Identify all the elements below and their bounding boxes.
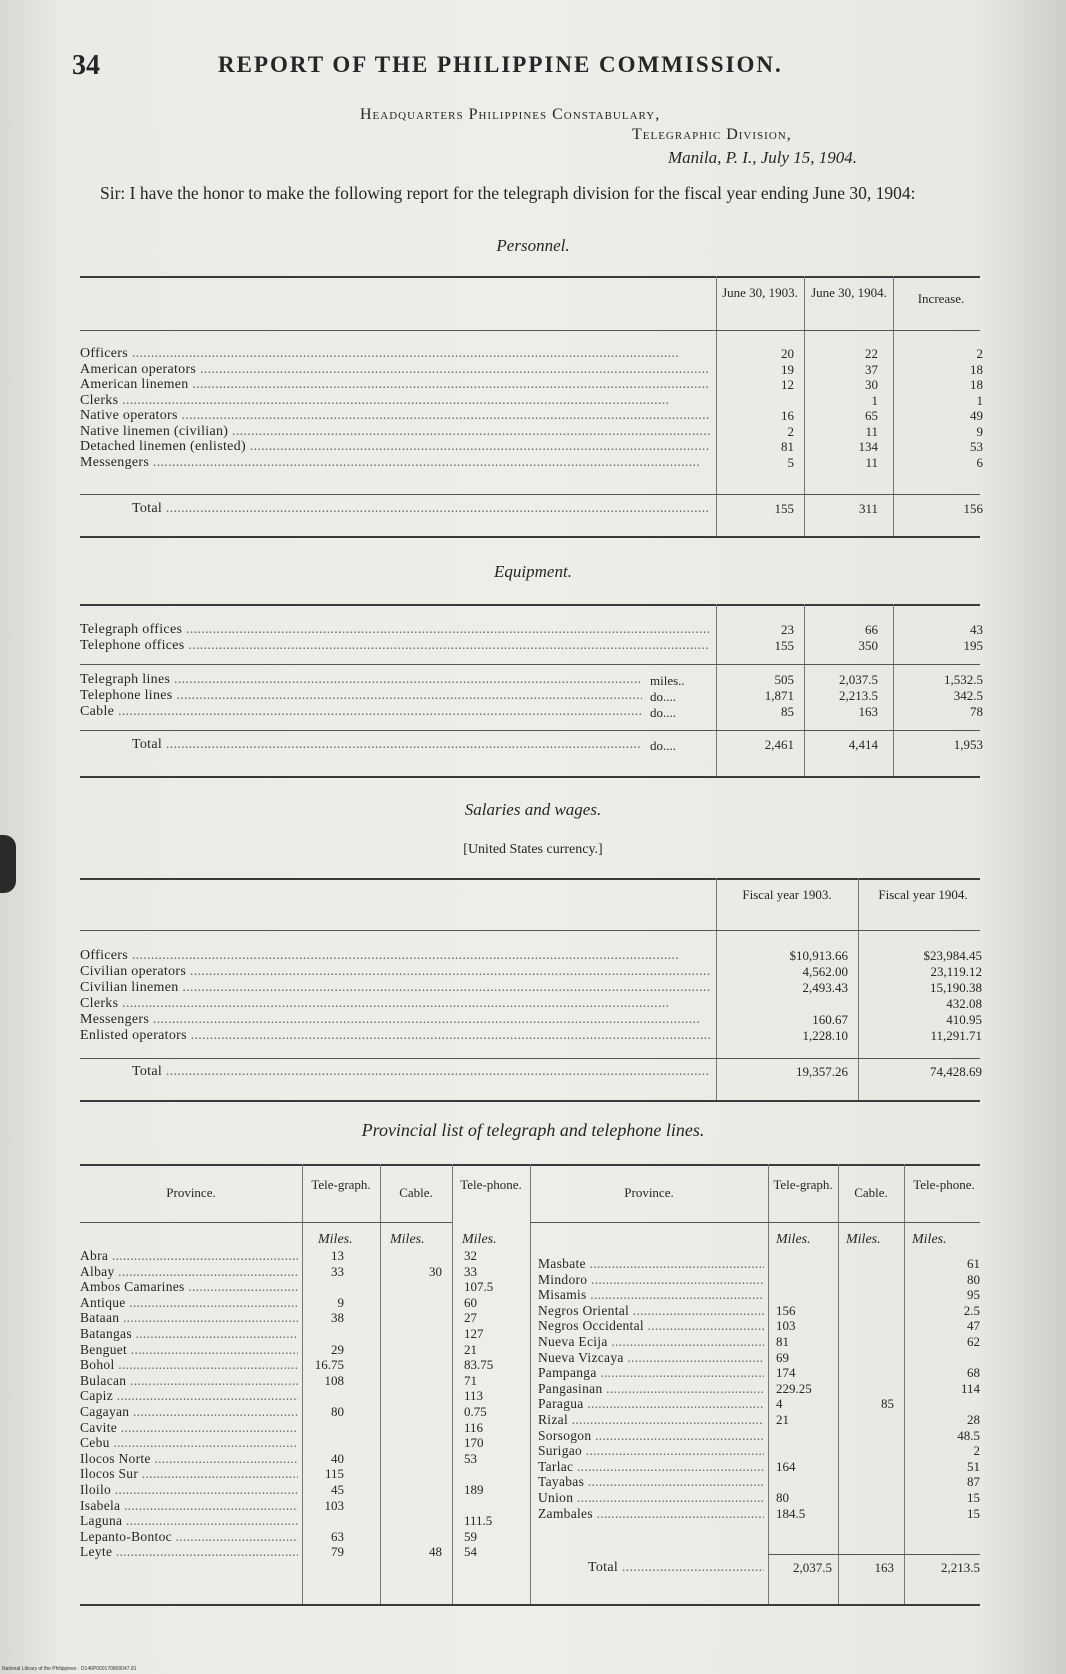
province-telephone: 59 <box>464 1528 477 1544</box>
province-name: Albay ..... <box>80 1264 298 1280</box>
province-telegraph: 38 <box>331 1310 344 1326</box>
salaries-row-1904: 11,291.71 <box>930 1028 982 1043</box>
equipment-row-a: 23 <box>781 622 794 637</box>
personnel-header-rule <box>80 330 980 331</box>
personnel-row-increase: 2 <box>976 346 983 361</box>
province-telephone: 170 <box>464 1435 484 1451</box>
scan-source-footer: National Library of the Philippines · D146P000170800047.81 <box>2 1666 137 1672</box>
salaries-header-rule <box>80 930 980 931</box>
page-number: 34 <box>72 50 100 81</box>
provincial-unit-miles: Miles. <box>462 1232 497 1247</box>
provincial-unit-miles: Miles. <box>318 1232 353 1247</box>
salaries-row-1904: 410.95 <box>946 1012 982 1027</box>
provincial-title: Provincial list of telegraph and telephone lines. <box>361 1120 705 1140</box>
salaries-row-label: Civilian linemen ..... <box>80 980 710 996</box>
provincial-total-cable: 163 <box>874 1560 894 1575</box>
province-name: Batangas ..... <box>80 1326 298 1342</box>
province-telephone: 32 <box>464 1248 477 1263</box>
province-telegraph: 184.5 <box>776 1505 806 1521</box>
personnel-bottom-rule <box>80 536 980 538</box>
equipment-row-label: Telephone lines ..... <box>80 688 642 704</box>
personnel-row-1903: 5 <box>787 454 794 470</box>
province-name: Sorsogon ..... <box>538 1428 764 1444</box>
salaries-row-1903: 1,228.10 <box>802 1028 848 1043</box>
salaries-row-1903: 4,562.00 <box>802 964 848 979</box>
provincial-header-province: Province. <box>624 1185 674 1200</box>
personnel-header-increase: Increase. <box>917 291 965 306</box>
equipment-row-b: 350 <box>858 638 878 653</box>
equipment-total-b: 4,414 <box>848 737 878 752</box>
personnel-row-label: Officers ..... <box>80 346 710 362</box>
province-telephone: 61 <box>967 1256 980 1271</box>
province-telephone: 80 <box>967 1271 980 1287</box>
salaries-row-1904: 15,190.38 <box>930 980 982 995</box>
personnel-row-1904: 65 <box>865 408 878 423</box>
provincial-header-rule <box>80 1222 452 1223</box>
province-name: Bulacan ..... <box>80 1373 298 1389</box>
salaries-row-label: Enlisted operators ..... <box>80 1028 710 1044</box>
province-name: Negros Oriental ..... <box>538 1303 764 1319</box>
intro-paragraph: Sir: I have the honor to make the following report for the telegraph division for the fiscal year ending June 30, 1904: <box>100 183 916 203</box>
provincial-unit-miles: Miles. <box>390 1232 425 1247</box>
province-telegraph: 16.75 <box>314 1357 344 1373</box>
province-telephone: 15 <box>967 1505 980 1521</box>
equipment-total-a: 2,461 <box>764 737 794 752</box>
province-name: Cebu ..... <box>80 1435 298 1451</box>
personnel-row-label: Messengers ..... <box>80 455 710 471</box>
personnel-row-increase: 18 <box>970 361 983 377</box>
equipment-row-label: Telephone offices ..... <box>80 638 710 654</box>
province-name: Surigao ..... <box>538 1443 764 1459</box>
province-name: Tayabas ..... <box>538 1474 764 1490</box>
provincial-col-divider <box>452 1164 453 1604</box>
province-name: Iloilo ..... <box>80 1482 298 1498</box>
province-name: Mindoro ..... <box>538 1272 764 1288</box>
province-cable: 48 <box>429 1544 442 1560</box>
province-name: Laguna ..... <box>80 1513 298 1529</box>
province-telephone: 15 <box>967 1490 980 1505</box>
province-name: Antique ..... <box>80 1295 298 1311</box>
province-name: Benguet ..... <box>80 1342 298 1358</box>
equipment-row-label: Cable ..... <box>80 704 642 720</box>
province-name: Ambos Camarines ..... <box>80 1279 298 1295</box>
province-name: Nueva Vizcaya ..... <box>538 1350 764 1366</box>
province-name: Bohol ..... <box>80 1357 298 1373</box>
provincial-bottom-rule <box>80 1604 980 1606</box>
province-telephone: 71 <box>464 1372 477 1388</box>
personnel-row-1904: 30 <box>865 377 878 392</box>
province-telephone: 111.5 <box>464 1513 493 1529</box>
personnel-row-label: American operators ..... <box>80 362 710 378</box>
province-cable: 85 <box>881 1396 894 1412</box>
salaries-total-label: Total ..... <box>132 1064 710 1080</box>
province-telegraph: 4 <box>776 1396 783 1412</box>
personnel-total-1903: 155 <box>774 501 794 516</box>
province-name: Zambales ..... <box>538 1506 764 1522</box>
province-telegraph: 45 <box>331 1482 344 1497</box>
equipment-row-a: 505 <box>774 672 794 687</box>
province-telegraph: 13 <box>331 1248 344 1263</box>
equipment-row-unit: do.... <box>650 705 676 720</box>
salaries-col-divider <box>858 878 859 1100</box>
province-telephone: 53 <box>464 1450 477 1466</box>
provincial-col-divider <box>380 1164 381 1604</box>
province-telegraph: 156 <box>776 1302 796 1318</box>
province-telephone: 116 <box>464 1419 484 1435</box>
province-name: Cagayan ..... <box>80 1404 298 1420</box>
salaries-row-label: Civilian operators ..... <box>80 964 710 980</box>
provincial-total-telephone: 2,213.5 <box>941 1560 980 1575</box>
salaries-bottom-rule <box>80 1100 980 1102</box>
salaries-header-1904: Fiscal year 1904. <box>878 887 968 902</box>
equipment-row-a: 155 <box>774 638 794 653</box>
province-telegraph: 79 <box>331 1544 344 1560</box>
equipment-col-divider <box>804 604 805 776</box>
province-telephone: 62 <box>967 1334 980 1349</box>
personnel-row-1903: 81 <box>781 439 794 454</box>
province-name: Tarlac ..... <box>538 1459 764 1475</box>
province-telephone: 28 <box>967 1412 980 1427</box>
personnel-col-divider <box>804 276 805 536</box>
equipment-row-label: Telegraph lines ..... <box>80 672 642 688</box>
salaries-row-1903: 2,493.43 <box>802 980 848 995</box>
personnel-row-increase: 9 <box>976 423 983 439</box>
equipment-col-divider <box>893 604 894 776</box>
provincial-header-cable: Cable. <box>399 1185 433 1200</box>
province-name: Misamis ..... <box>538 1287 764 1303</box>
provincial-header-telephone: Tele-phone. <box>913 1177 975 1192</box>
equipment-title: Equipment. <box>494 562 572 581</box>
province-telephone: 114 <box>960 1380 980 1396</box>
equipment-total-label: Total ..... <box>132 737 642 753</box>
province-name: Negros Occidental ..... <box>538 1318 764 1334</box>
provincial-col-divider <box>530 1164 531 1604</box>
salaries-title: Salaries and wages. <box>464 800 602 819</box>
equipment-row-label: Telegraph offices ..... <box>80 622 710 638</box>
personnel-row-1904: 22 <box>865 346 878 361</box>
province-telephone: 87 <box>967 1474 980 1490</box>
province-telegraph: 115 <box>324 1466 344 1482</box>
province-name: Lepanto-Bontoc ..... <box>80 1529 298 1545</box>
personnel-row-1904: 37 <box>865 361 878 377</box>
provincial-header-cable: Cable. <box>854 1185 888 1200</box>
province-telephone: 2 <box>973 1443 980 1459</box>
province-telegraph: 103 <box>776 1318 796 1334</box>
province-telephone: 33 <box>464 1263 477 1279</box>
salaries-total-1903: 19,357.26 <box>796 1064 848 1079</box>
provincial-header-telegraph: Tele-graph. <box>773 1177 833 1192</box>
equipment-row-a: 85 <box>781 704 794 719</box>
personnel-row-1904: 11 <box>865 423 878 439</box>
province-telephone: 68 <box>967 1365 980 1381</box>
equipment-row-c: 78 <box>970 704 983 719</box>
provincial-col-divider <box>904 1164 905 1604</box>
province-name: Nueva Ecija ..... <box>538 1334 764 1350</box>
equipment-row-c: 342.5 <box>953 688 983 703</box>
personnel-col-divider <box>716 276 717 536</box>
personnel-row-label: Clerks ..... <box>80 393 710 409</box>
heading-line-2: Telegraphic Division, <box>632 126 792 143</box>
personnel-row-1903: 16 <box>781 408 794 423</box>
equipment-row-unit: do.... <box>650 689 676 704</box>
salaries-total-1904: 74,428.69 <box>930 1064 982 1079</box>
salaries-row-1903: $10,913.66 <box>789 948 848 963</box>
salaries-col-divider <box>716 878 717 1100</box>
personnel-row-1904: 1 <box>871 392 878 408</box>
province-telegraph: 174 <box>776 1365 796 1381</box>
province-telegraph: 29 <box>331 1341 344 1357</box>
province-telegraph: 9 <box>337 1294 344 1310</box>
personnel-row-1903: 19 <box>781 361 794 377</box>
province-telephone: 54 <box>464 1544 477 1560</box>
equipment-row-b: 2,213.5 <box>839 688 878 703</box>
personnel-row-label: Native linemen (civilian) ..... <box>80 424 710 440</box>
personnel-header-1904: June 30, 1904. <box>811 285 887 300</box>
province-telegraph: 80 <box>776 1490 789 1505</box>
provincial-unit-miles: Miles. <box>912 1232 947 1247</box>
personnel-row-increase: 53 <box>970 439 983 454</box>
personnel-row-label: American linemen ..... <box>80 377 710 393</box>
province-name: Abra ..... <box>80 1248 298 1264</box>
province-telegraph: 229.25 <box>776 1380 812 1396</box>
personnel-total-rule <box>80 494 980 495</box>
province-telephone: 47 <box>967 1318 980 1334</box>
province-name: Rizal ..... <box>538 1412 764 1428</box>
province-telephone: 95 <box>967 1287 980 1303</box>
province-name: Union ..... <box>538 1490 764 1506</box>
province-telephone: 189 <box>464 1482 484 1497</box>
province-telegraph: 33 <box>331 1263 344 1279</box>
equipment-bottom-rule <box>80 776 980 778</box>
equipment-row-a: 1,871 <box>764 688 794 703</box>
equipment-row-c: 43 <box>970 622 983 637</box>
province-telegraph: 81 <box>776 1334 789 1349</box>
personnel-row-label: Detached linemen (enlisted) ..... <box>80 439 710 455</box>
personnel-col-divider <box>893 276 894 536</box>
salaries-row-1903: 160.67 <box>812 1012 848 1027</box>
salaries-row-1904: 23,119.12 <box>930 964 982 979</box>
personnel-header-1903: June 30, 1903. <box>722 285 798 300</box>
equipment-row-unit: miles.. <box>650 673 685 688</box>
provincial-col-divider <box>302 1164 303 1604</box>
personnel-total-increase: 156 <box>963 501 983 516</box>
province-telephone: 83.75 <box>464 1357 494 1373</box>
running-head: REPORT OF THE PHILIPPINE COMMISSION. <box>218 52 783 77</box>
personnel-row-1903: 20 <box>781 346 794 361</box>
personnel-title: Personnel. <box>496 236 570 255</box>
province-telephone: 60 <box>464 1294 477 1310</box>
province-telegraph: 80 <box>331 1404 344 1419</box>
equipment-total-rule <box>80 730 980 731</box>
equipment-row-c: 1,532.5 <box>944 672 983 687</box>
provincial-total-rule <box>768 1554 980 1555</box>
personnel-row-1904: 11 <box>865 454 878 470</box>
provincial-header-telegraph: Tele-graph. <box>311 1177 371 1192</box>
equipment-total-c: 1,953 <box>953 737 983 752</box>
personnel-row-increase: 18 <box>970 377 983 392</box>
province-telegraph: 164 <box>776 1458 796 1474</box>
salaries-top-rule <box>80 878 980 880</box>
province-telephone: 2.5 <box>963 1302 980 1318</box>
equipment-row-c: 195 <box>963 638 983 653</box>
province-name: Masbate ..... <box>538 1256 764 1272</box>
province-name: Isabela ..... <box>80 1498 298 1514</box>
provincial-total-telegraph: 2,037.5 <box>793 1560 832 1575</box>
personnel-top-rule <box>80 276 980 278</box>
province-telegraph: 69 <box>776 1349 789 1365</box>
province-name: Pampanga ..... <box>538 1365 764 1381</box>
province-name: Capiz ..... <box>80 1388 298 1404</box>
personnel-row-1903: 2 <box>787 423 794 439</box>
personnel-row-increase: 1 <box>976 392 983 408</box>
equipment-top-rule <box>80 604 980 606</box>
heading-dateline: Manila, P. I., July 15, 1904. <box>668 148 858 167</box>
personnel-total-label: Total ..... <box>132 501 710 517</box>
equipment-row-b: 66 <box>865 622 878 637</box>
salaries-row-label: Officers ..... <box>80 948 710 964</box>
equipment-col-divider <box>716 604 717 776</box>
province-name: Ilocos Sur ..... <box>80 1466 298 1482</box>
personnel-row-label: Native operators ..... <box>80 408 710 424</box>
province-telephone: 113 <box>464 1388 484 1404</box>
province-telegraph: 103 <box>324 1497 344 1513</box>
provincial-total-label: Total ..... <box>588 1560 764 1576</box>
province-cable: 30 <box>429 1263 442 1279</box>
province-name: Bataan ..... <box>80 1310 298 1326</box>
province-telephone: 21 <box>464 1341 477 1357</box>
personnel-row-1904: 134 <box>858 439 878 454</box>
provincial-header-telephone: Tele-phone. <box>460 1177 522 1192</box>
salaries-row-label: Clerks ..... <box>80 996 710 1012</box>
salaries-currency-note: [United States currency.] <box>463 842 603 857</box>
province-name: Paragua ..... <box>538 1396 764 1412</box>
provincial-col-divider <box>768 1164 769 1604</box>
province-telephone: 27 <box>464 1310 477 1326</box>
province-name: Cavite ..... <box>80 1420 298 1436</box>
province-telephone: 48.5 <box>957 1427 980 1443</box>
equipment-mid-rule <box>80 664 980 665</box>
provincial-col-divider <box>838 1164 839 1604</box>
personnel-row-increase: 6 <box>976 454 983 470</box>
province-telephone: 127 <box>464 1326 484 1341</box>
salaries-row-1904: 432.08 <box>946 996 982 1011</box>
province-telegraph: 40 <box>331 1450 344 1466</box>
provincial-unit-miles: Miles. <box>846 1232 881 1247</box>
provincial-header-rule <box>530 1222 980 1223</box>
provincial-header-province: Province. <box>166 1185 216 1200</box>
heading-line-1: Headquarters Philippines Constabulary, <box>360 106 661 123</box>
province-telephone: 0.75 <box>464 1404 487 1419</box>
province-telegraph: 108 <box>324 1372 344 1388</box>
equipment-row-b: 2,037.5 <box>839 672 878 687</box>
province-name: Leyte ..... <box>80 1544 298 1560</box>
salaries-row-1904: $23,984.45 <box>923 948 982 963</box>
personnel-row-increase: 49 <box>970 408 983 423</box>
province-name: Pangasinan ..... <box>538 1381 764 1397</box>
province-telephone: 51 <box>967 1458 980 1474</box>
equipment-row-b: 163 <box>858 704 878 719</box>
personnel-total-1904: 311 <box>858 501 878 516</box>
provincial-unit-miles: Miles. <box>776 1232 811 1247</box>
province-name: Ilocos Norte ..... <box>80 1451 298 1467</box>
salaries-row-label: Messengers ..... <box>80 1012 710 1028</box>
equipment-total-unit: do.... <box>650 738 676 753</box>
personnel-row-1903: 12 <box>781 377 794 392</box>
salaries-total-rule <box>80 1058 980 1059</box>
salaries-header-1903: Fiscal year 1903. <box>742 887 832 902</box>
province-telegraph: 63 <box>331 1528 344 1544</box>
province-telephone: 107.5 <box>464 1279 494 1295</box>
province-telegraph: 21 <box>776 1412 789 1427</box>
